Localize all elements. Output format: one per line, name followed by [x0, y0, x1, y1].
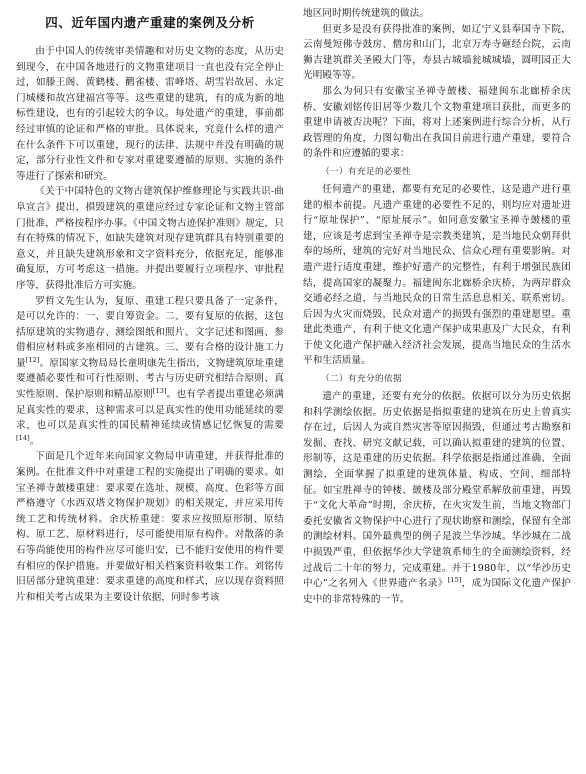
paragraph-text: 罗哲文先生认为，复原、重建工程只要具备了一定条件，是可以允许的：一、要自筹资金。二、要有复原的依据，这包括原建筑的实物遗存、测绘图纸和照片、文字记述和图画、参借相应材料或多座相同的古建筑。三、要有合格的设计施工力量 [16, 295, 284, 369]
paragraph-right-5 [303, 389, 571, 607]
paragraph-text: 遗产的重建，还要有充分的依据。依据可以分为历史依据和科学测绘依据。历史依据是指拟重建的建筑在历史上曾真实存在过，后因人为或自然灾害等原因损毁，但通过考古勘察和发掘、查找、研究文献记载，可以确认拟重建的建筑的位置、形制等，这是重建的历史依据。科学依据是指通过准确、全面测绘，全面掌握了拟重建的建筑体量、构成、空间、细部特征。如宝胜禅寺的钟楼、皷楼及部分殿堂系解放前重建，再毁于“文化大革命”时期，余庆桥，在火灾发生前，当地文物部门委托安徽省文物保护中心进行了现状勘察和测绘，保留有全部的测绘材料。国外最典型的例子是波兰华沙城。华沙城在二战中损毁严重，但依据华沙大学建筑系师生的全面测绘资料，经过战后二十年的努力，完成重建。并于1980年，以“华沙历史中心”之名列入《世界遗产名录》 [303, 391, 571, 590]
right-column [303, 6, 571, 607]
paragraph-left-3 [16, 294, 284, 450]
paragraph-left-1: 由于中国人的传统审美情趣和对历史文物的态度，从历史到现今，在中国各地进行的文物重建项目一直也没有完全停止过，如滕王阁、黄鹤楼、鹳雀楼、雷峰塔、胡雪岩故居、永定门城楼和故宫建福宫等等。这些重建的建筑，有的成为新的地标性建设，也有的引起较大的争议。每处遗产的重建，事前都经过审慎的论证和严格的审批。具体说来，究竟什么样的遗产在什么条件下可以重建，现行的法律、法规中并没有明确的规定，部分行业性文件和专家对重建要遵循的原则、实施的条件等进行了探索和研究。 [16, 46, 284, 182]
paragraph-left-2: 《关于中国特色的文物古建筑保护维修理论与实践共识-曲阜宣言》提出，損毁建筑的重建应经过专家论证和文物主管部门批准，严格按程序办事。《中国文物古迹保护准则》规定，只有在特殊的情况下，如缺失建筑对现存建筑群具有特别重要的意义，并且缺失建筑形象和文字资料充分，依据充足，能够准确复原，方可考虑这一措施。并提出要履行立项程序、审批程序等，获得批准后方可实施。 [16, 186, 284, 291]
left-column [16, 14, 284, 605]
paragraph-text: 。也有学者提出重建必须满足真实性的要求，这种需求可以是真实性的使用功能延续的要求，也可以是真实性的国民精神延续或情感记忆恢复的需要 [16, 389, 284, 432]
paragraph-right-4: 任何遗产的重建，都要有充足的必要性，这是遗产进行重建的根本前提。凡遗产重建的必要性不足的，则均应对遗址进行“原址保护”、“原址展示”。如同意安徽宝圣禅寺皷楼的重建，应该是考虑到宝圣禅寺是宗教类建筑，是当地民众朝拜供奉的场所，建筑的完好对当地民众、信众心理有重要影响。对遗产进行适度重建，维护好遗产的完整性，有利于增强民族团结，提高国家的凝聚力。福建闽东北廊桥余庆桥，为两岸群众交通必经之道，与当地民众的日常生活息息相关、联系密切。后因为火灾而烧毁，民众对遗产的损毁有强烈的重建愿望。重建此类遗产，有利于使文化遗产保护成果惠及广大民众，有利于使文化遗产保护融入经济社会发展，提高当地民众的生活水平和生活质量。 [303, 183, 571, 367]
citation-14: [14] [16, 433, 30, 442]
citation-13: [13] [152, 386, 167, 395]
section-title: 四、近年国内遗产重建的案例及分析 [45, 15, 255, 30]
paragraph-text: 。 [29, 435, 40, 447]
paragraph-text: 。原国家文物局局长童明康先生指出，文物建筑原址重建要遵循必要性和可行性原则、考古与历史研究相结合原则、真实性原则、保护原则和精品原则 [16, 357, 284, 401]
paragraph-text: ，成为国际文化遗产保护史中的非常特殊的一节。 [303, 578, 571, 605]
citation-12: [12] [25, 355, 40, 364]
subheading-basis: （二）有充分的依据 [321, 374, 402, 385]
subheading-necessity: （一）有充足的必要性 [321, 166, 411, 177]
paragraph-right-1: 地区同时期传统建筑的做法。 [303, 8, 430, 19]
paragraph-right-2: 但更多是没有获得批准的案例，如辽宁义县奉国寺下院，云南曼短佛寺鼓房、僧房和山门，北京万寿寺砸经台院，云南狮吉建筑群关圣殿大门等，寿县古城墙瓮城城墙，圆明园正大光明殿等等。 [303, 23, 571, 82]
citation-15: [15] [447, 576, 462, 584]
paragraph-right-3: 那么为何只有安徽宝圣禅寺皷楼、福建闽东北廊桥余庆桥、安徽刘铭传旧居等少数几个文物重建项目获批，而更多的重建申请被否决呢？下面，将对上述案例进行综合分析，从行政管理的角度，力图勾勒出在我国目前进行遗产重建，要符合的条件和应遵循的要求： [303, 85, 571, 160]
paragraph-left-4: 下面是几个近年来向国家文物局申请重建，并获得批准的案例。在批准文件中对重建工程的实施提出了明确的要求。如宝圣禅寺皷楼重建：要求要在选址、规模、高度、色彩等方面严格遵守《水西双塔文物保护规划》的相关规定，并应采用传统工艺和传统材料。余庆桥重建：要求应按照原形制、原结构、原工艺、原材料进行，尽可能使用原有构件。对散落的条石等尚能使用的构件应尽可能归安，已不能归安使用的构件要有相应的保护措施。并要做好相关档案资料收集工作。刘铭传旧居部分建筑重建：要求重建的高度和样式，应以现存资料照片和相关考古成果为主要设计依据，同时参考该 [16, 451, 284, 603]
